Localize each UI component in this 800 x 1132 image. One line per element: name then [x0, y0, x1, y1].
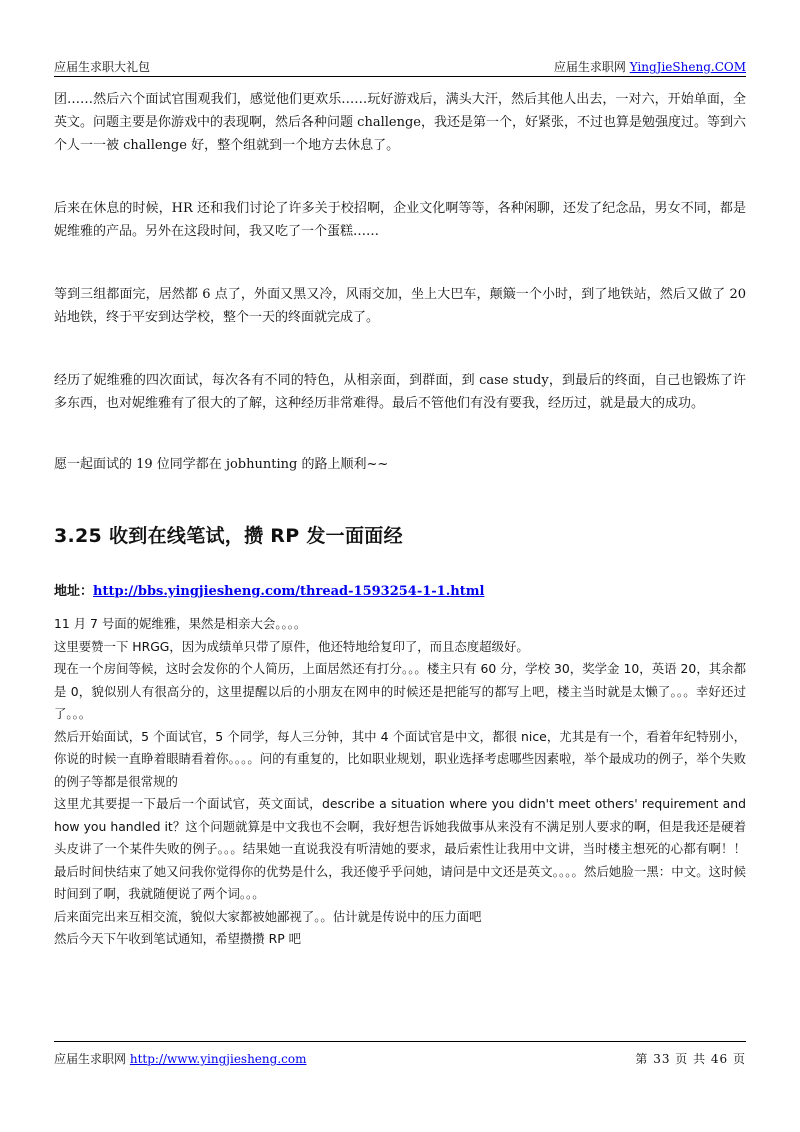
paragraph-4: 经历了妮维雅的四次面试，每次各有不同的特色，从相亲面，到群面，到 case study，到最后的终面，自己也锻炼了许多东西，也对妮维雅有了很大的了解，这种经历非常难得。最后不管他们有没有要我，经历过，就是最大的成功。 [54, 373, 746, 411]
page-footer [54, 1041, 746, 1064]
post-body [54, 613, 746, 951]
address-label: 地址： [54, 584, 94, 599]
header-site [554, 58, 746, 75]
post-line: 现在一个房间等候，这时会发你的个人简历，上面居然还有打分。。。楼主只有 60 分，学校 30，奖学金 10，英语 20，其余都是 0，貌似别人有很高分的，这里提醒以后的小朋友在网申的时候还是把能写的都写上吧，楼主当时就是太懒了。。。幸好还过了。。。 [54, 661, 746, 721]
section-title: 3.25 收到在线笔试，攒 RP 发一面面经 [54, 525, 403, 547]
paragraph-5: 愿一起面试的 19 位同学都在 jobhunting 的路上顺利~~ [54, 457, 389, 472]
header-site-link[interactable]: YingJieSheng.COM [629, 60, 746, 74]
spacer [54, 415, 746, 453]
address-line [54, 580, 746, 599]
post-line: 后来面完出来互相交流，貌似大家都被她鄙视了。。估计就是传说中的压力面吧 [54, 908, 482, 924]
page-number: 第 33 页 共 46 页 [635, 1052, 746, 1066]
header-title: 应届生求职大礼包 [54, 60, 151, 74]
footer-site [54, 1050, 306, 1067]
footer-site-name: 应届生求职网 [54, 1052, 127, 1066]
post-line: 然后开始面试，5 个面试官，5 个同学，每人三分钟，其中 4 个面试官是中文，都很 nice，尤其是有一个，看着年纪特别小，你说的时候一直睁着眼睛看着你。。。。问的有重复的，比如职业规划，职业选择考虑哪些因素啦，举个最成功的例子，举个失败的例子等都是很常规的 [54, 728, 746, 789]
paragraph-2: 后来在休息的时候，HR 还和我们讨论了许多关于校招啊，企业文化啊等等，各种闲聊，还发了纪念品，男女不同，都是妮维雅的产品。另外在这段时间，我又吃了一个蛋糕…… [54, 201, 746, 239]
post-line: 11 月 7 号面的妮维雅，果然是相亲大会。。。。 [54, 616, 307, 631]
paragraph-1: 团……然后六个面试官围观我们，感觉他们更欢乐……玩好游戏后，满头大汗，然后其他人出去，一对六，开始单面，全英文。问题主要是你游戏中的表现啊，然后各种问题 challenge，我还是第一个，好紧张，不过也算是勉强度过。等到六个人一一被 challenge 好，整个组就到一个地方去休息了。 [54, 92, 746, 153]
page-header [54, 56, 746, 77]
post-line: 然后今天下午收到笔试通知，希望攒攒 RP 吧 [54, 931, 301, 946]
address-link[interactable]: http://bbs.yingjiesheng.com/thread-1593254-1-1.html [93, 584, 485, 599]
paragraph-3: 等到三组都面完，居然都 6 点了，外面又黑又冷，风雨交加，坐上大巴车，颠簸一个小时，到了地铁站，然后又做了 20 站地铁，终于平安到达学校，整个一天的终面就完成了。 [54, 287, 746, 325]
spacer [54, 243, 746, 283]
footer-site-link[interactable]: http://www.yingjiesheng.com [129, 1052, 307, 1066]
spacer [54, 157, 746, 197]
spacer [54, 329, 746, 369]
post-line: 这里要赞一下 HRGG，因为成绩单只带了原件，他还特地给复印了，而且态度超级好。 [54, 638, 529, 654]
post-line: 这里尤其要提一下最后一个面试官，英文面试，describe a situation where you didn't meet others' requirement and how you handled it？这个问题就算是中文我也不会啊，我好想告诉她我做事从来没有不满足别人要求的啊，但是我还是硬着头皮讲了一个某件失败的例子。。。结果她一直说我没有听清她的要求，最后索性让我用中文讲，当时楼主想死的心都有啊！！最后时间快结束了她又问我你觉得你的优势是什么，我还傻乎乎问她，请问是中文还是英文。。。。然后她脸一黑：中文。这时候时间到了啊，我就随便说了两个词。。。 [54, 796, 746, 901]
page-content [54, 88, 746, 951]
header-site-name: 应届生求职网 [553, 60, 626, 74]
